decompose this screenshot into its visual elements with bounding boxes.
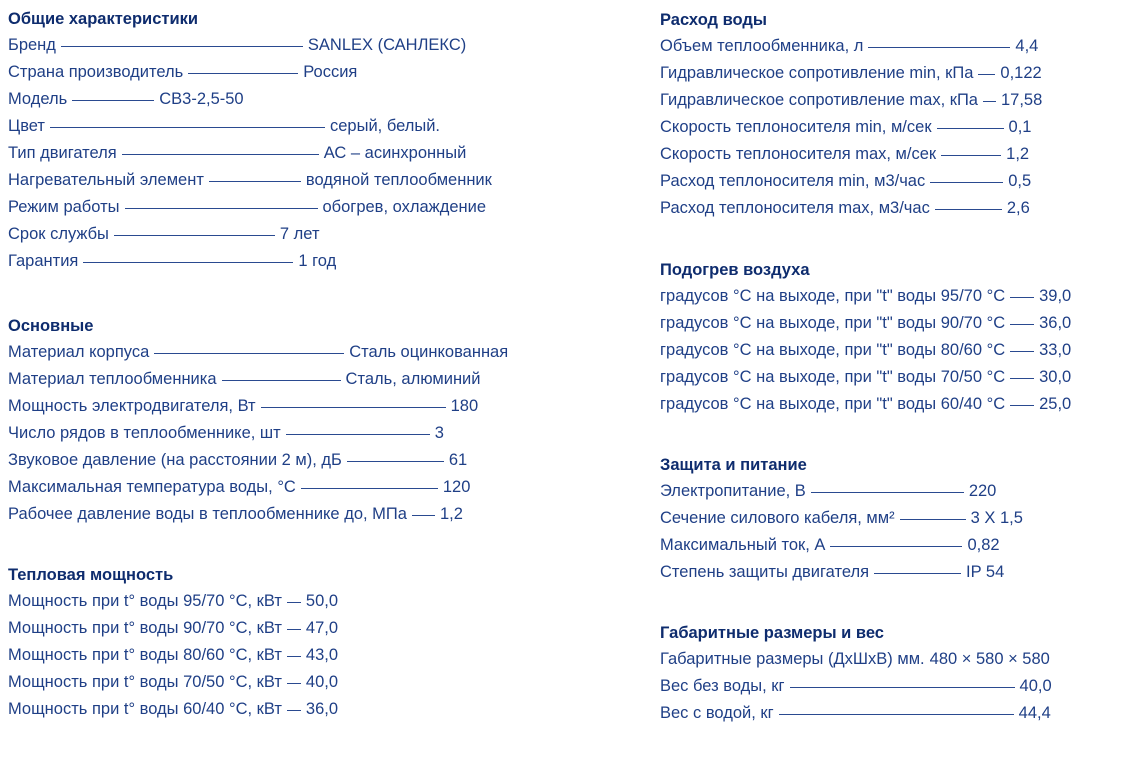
leader-line	[125, 208, 318, 209]
leader-line	[286, 434, 430, 435]
spec-row	[8, 221, 492, 248]
section-basic	[8, 313, 508, 528]
spec-row	[8, 588, 338, 615]
spec-row	[660, 283, 1071, 310]
spec-value: 0,82	[967, 536, 1000, 554]
spec-value: обогрев, охлаждение	[322, 198, 487, 216]
spec-row	[660, 559, 1023, 586]
spec-value: 2,6	[1006, 199, 1030, 217]
spec-row	[660, 141, 1042, 168]
section-thermal	[8, 562, 338, 723]
spec-label: Гарантия	[8, 252, 79, 270]
spec-label: Расход теплоносителя max, м3/час	[660, 199, 930, 217]
spec-row	[8, 86, 492, 113]
leader-line	[261, 407, 446, 408]
spec-row	[8, 248, 492, 275]
spec-value: 50,0	[305, 592, 339, 610]
spec-value: АС – асинхронный	[323, 144, 467, 162]
leader-line	[287, 602, 301, 603]
spec-row	[8, 32, 492, 59]
leader-line	[978, 74, 995, 75]
spec-value: Сталь оцинкованная	[349, 343, 509, 361]
spec-label: Материал корпуса	[8, 343, 150, 361]
spec-label: градусов °С на выходе, при "t" воды 80/60 °С	[660, 341, 1006, 359]
spec-row	[660, 478, 1023, 505]
section-title-general: Общие характеристики	[8, 10, 198, 28]
section-title-power: Защита и питание	[660, 456, 807, 474]
spec-row	[8, 140, 492, 167]
spec-row	[660, 700, 1052, 727]
leader-line	[83, 262, 293, 263]
leader-line	[830, 546, 962, 547]
spec-value: 120	[442, 478, 471, 496]
leader-line	[154, 353, 344, 354]
spec-value: 33,0	[1039, 341, 1072, 359]
spec-value: 61	[448, 451, 468, 469]
spec-row	[660, 673, 1052, 700]
spec-label: Мощность при t° воды 80/60 °С, кВт	[8, 646, 282, 664]
leader-line	[874, 573, 961, 574]
spec-value: 30,0	[1039, 368, 1072, 386]
leader-line	[983, 101, 996, 102]
leader-line	[779, 714, 1014, 715]
spec-value: 220	[968, 482, 997, 500]
spec-value: 25,0	[1039, 395, 1072, 413]
leader-line	[287, 683, 301, 684]
spec-label: Мощность при t° воды 90/70 °С, кВт	[8, 619, 282, 637]
leader-line	[1010, 297, 1034, 298]
spec-value: 3	[434, 424, 444, 442]
spec-value: 0,5	[1008, 172, 1032, 190]
spec-row	[660, 310, 1071, 337]
spec-label: Электропитание, В	[660, 482, 806, 500]
spec-label: Мощность электродвигателя, Вт	[8, 397, 256, 415]
spec-row	[660, 532, 1023, 559]
section-power	[660, 452, 1023, 586]
spec-row	[660, 391, 1071, 418]
section-title-basic: Основные	[8, 317, 94, 335]
leader-line	[301, 488, 438, 489]
spec-row	[8, 167, 492, 194]
spec-value: 17,58	[1001, 91, 1043, 109]
spec-value: 1 год	[298, 252, 337, 270]
spec-value: 7 лет	[279, 225, 320, 243]
spec-value: 40,0	[1019, 677, 1052, 695]
spec-label: градусов °С на выходе, при "t" воды 60/40 °С	[660, 395, 1006, 413]
leader-line	[114, 235, 275, 236]
spec-value: Сталь, алюминий	[345, 370, 481, 388]
spec-value: 43,0	[305, 646, 339, 664]
spec-label: Максимальная температура воды, °С	[8, 478, 296, 496]
leader-line	[122, 154, 319, 155]
leader-line	[188, 73, 298, 74]
spec-value: 40,0	[305, 673, 339, 691]
leader-line	[790, 687, 1015, 688]
spec-label: Режим работы	[8, 198, 120, 216]
spec-value: 36,0	[1039, 314, 1072, 332]
leader-line	[900, 519, 966, 520]
leader-line	[1010, 324, 1034, 325]
spec-label: Материал теплообменника	[8, 370, 217, 388]
spec-value: 480 × 580 × 580	[929, 650, 1050, 668]
spec-row	[8, 501, 508, 528]
spec-row	[660, 195, 1042, 222]
spec-value: 4,4	[1015, 37, 1039, 55]
spec-label: градусов °С на выходе, при "t" воды 90/70 °С	[660, 314, 1006, 332]
spec-row	[660, 114, 1042, 141]
spec-row	[8, 474, 508, 501]
spec-label: Страна производитель	[8, 63, 184, 81]
spec-label: Габаритные размеры (ДхШхВ) мм.	[660, 650, 925, 668]
spec-value: SANLEX (САНЛЕКС)	[307, 36, 467, 54]
spec-label: Гидравлическое сопротивление max, кПа	[660, 91, 978, 109]
spec-label: Мощность при t° воды 95/70 °С, кВт	[8, 592, 282, 610]
spec-label: Мощность при t° воды 60/40 °С, кВт	[8, 700, 282, 718]
leader-line	[287, 656, 301, 657]
spec-label: Скорость теплоносителя min, м/сек	[660, 118, 932, 136]
spec-row	[660, 33, 1042, 60]
spec-row	[8, 59, 492, 86]
leader-line	[937, 128, 1004, 129]
spec-value: 36,0	[305, 700, 339, 718]
leader-line	[209, 181, 301, 182]
leader-line	[50, 127, 325, 128]
section-title-water: Расход воды	[660, 11, 767, 29]
spec-label: Бренд	[8, 36, 56, 54]
spec-label: Гидравлическое сопротивление min, кПа	[660, 64, 974, 82]
spec-label: Вес с водой, кг	[660, 704, 774, 722]
spec-label: Расход теплоносителя min, м3/час	[660, 172, 926, 190]
spec-row	[660, 364, 1071, 391]
section-title-air: Подогрев воздуха	[660, 261, 810, 279]
leader-line	[72, 100, 154, 101]
spec-label: градусов °С на выходе, при "t" воды 95/70 °С	[660, 287, 1006, 305]
spec-value: 0,1	[1008, 118, 1032, 136]
leader-line	[222, 380, 341, 381]
spec-row	[660, 87, 1042, 114]
leader-line	[930, 182, 1003, 183]
spec-value: серый, белый.	[329, 117, 441, 135]
spec-label: Максимальный ток, А	[660, 536, 826, 554]
spec-value: IP 54	[966, 563, 1005, 581]
spec-label: Объем теплообменника, л	[660, 37, 864, 55]
spec-row	[8, 447, 508, 474]
spec-value: 1,2	[1006, 145, 1030, 163]
section-dimensions	[660, 620, 1052, 727]
spec-label: Мощность при t° воды 70/50 °С, кВт	[8, 673, 282, 691]
spec-row	[8, 669, 338, 696]
section-general	[8, 6, 492, 275]
spec-label: Тип двигателя	[8, 144, 117, 162]
leader-line	[811, 492, 964, 493]
spec-value: 44,4	[1018, 704, 1051, 722]
spec-value: водяной теплообменник	[305, 171, 492, 189]
leader-line	[412, 515, 435, 516]
leader-line	[1010, 351, 1034, 352]
spec-row	[660, 505, 1023, 532]
spec-label: Степень защиты двигателя	[660, 563, 870, 581]
spec-value: 47,0	[305, 619, 339, 637]
leader-line	[287, 629, 301, 630]
spec-label: градусов °С на выходе, при "t" воды 70/50 °С	[660, 368, 1006, 386]
leader-line	[1010, 405, 1034, 406]
spec-label: Звуковое давление (на расстоянии 2 м), дБ	[8, 451, 342, 469]
section-title-dimensions: Габаритные размеры и вес	[660, 624, 884, 642]
spec-value: 0,122	[1000, 64, 1042, 82]
spec-label: Скорость теплоносителя max, м/сек	[660, 145, 937, 163]
spec-label: Цвет	[8, 117, 45, 135]
spec-row	[8, 113, 492, 140]
spec-row	[660, 168, 1042, 195]
spec-row	[660, 646, 1052, 673]
spec-value: СВ3-2,5-50	[159, 90, 244, 108]
leader-line	[61, 46, 303, 47]
spec-value: Россия	[303, 63, 358, 81]
leader-line	[868, 47, 1010, 48]
spec-label: Сечение силового кабеля, мм²	[660, 509, 895, 527]
section-title-thermal: Тепловая мощность	[8, 566, 174, 584]
leader-line	[287, 710, 301, 711]
spec-label: Нагревательный элемент	[8, 171, 204, 189]
spec-label: Число рядов в теплообменнике, шт	[8, 424, 281, 442]
spec-label: Срок службы	[8, 225, 109, 243]
section-water	[660, 7, 1042, 222]
spec-row	[8, 339, 508, 366]
spec-row	[8, 615, 338, 642]
spec-value: 39,0	[1039, 287, 1072, 305]
spec-value: 1,2	[439, 505, 463, 523]
spec-row	[8, 366, 508, 393]
spec-label: Модель	[8, 90, 68, 108]
spec-label: Вес без воды, кг	[660, 677, 785, 695]
spec-row	[8, 420, 508, 447]
spec-value: 180	[450, 397, 479, 415]
spec-value: 3 Х 1,5	[970, 509, 1023, 527]
leader-line	[347, 461, 444, 462]
spec-row	[660, 60, 1042, 87]
spec-label: Рабочее давление воды в теплообменнике до, МПа	[8, 505, 407, 523]
leader-line	[935, 209, 1002, 210]
leader-line	[1010, 378, 1034, 379]
spec-row	[8, 696, 338, 723]
spec-row	[8, 194, 492, 221]
leader-line	[941, 155, 1001, 156]
spec-row	[8, 642, 338, 669]
section-air	[660, 257, 1071, 418]
spec-row	[660, 337, 1071, 364]
spec-row	[8, 393, 508, 420]
